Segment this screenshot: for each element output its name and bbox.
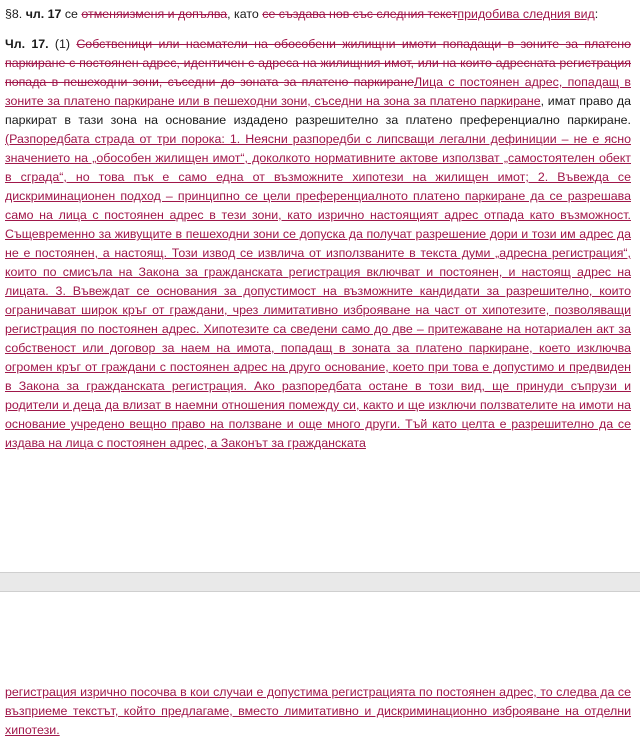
tracked-deletion: отменяизменя и допълва: [81, 7, 228, 21]
intro-text-3: :: [594, 7, 599, 21]
amendment-intro-paragraph: [5, 5, 631, 24]
tracked-deletion: Собственици или наематели на обособени жилищни имоти попадащи в зоните за платено паркиране с постоянен адрес, идентичен с адреса на жилищния имот, или на които адресната регистрация попада в пешеходни зони, съседни до зоната за платено паркиране: [5, 37, 632, 89]
tracked-insertion-comment: (Разпоредбата страда от три порока: 1. Неясни разпоредби с липсващи легални дефиниции – не е ясно значението на „обособен жилищен имот“, доколкото нормативните актове използват „самостоятелен обект в сграда“, но това пък е само една от възможните хипотези на жилищен имот; 2. Въвежда се дискриминационен подход – принципно се цели преференциалното платено паркиране да се разрешава само на лица с постоянен адрес в тези зони, като изрично настоящият адрес отпада като възможност. Същевременно за живущите в пешеходни зони се допуска да получат разрешение дори и този им адрес да не е постоянен, а настоящ. Този извод се извлича от използваните в текста думи „адресна регистрация“, които по смисъла на Закона за гражданската регистрация включват и постоянен, и настоящ адрес на лицата. 3. Въвеждат се основания за допустимост на възможните кандидати за разрешително, които ограничават широк кръг от граждани, чрез лимитативно изброяване на част от хипотезите, позволяващи регистрация по постоянен адрес. Хипотезите са сведени само до две – притежаване на нотариален акт за собственост или договор за наем на имота, попадащ в зоната за платено паркиране, което изключва огромен кръг от граждани с постоянен адрес на друго основание, което при това е допустимо и предвиден в Закона за гражданската регистрация. Ако разпоредбата остане в този вид, ще принуди съпрузи и родители и деца да влизат в наемни отношения помежду си, както и ще изключи ползвателите на имоти на основание учредено вещно право на ползване и още много други. Тъй като целта е разрешително да се издава на лица с постоянен адрес, а Законът за гражданската: [5, 132, 631, 450]
intro-text-1: се: [61, 7, 82, 21]
article-reference: чл. 17: [25, 7, 62, 21]
paragraph-number: (1): [48, 37, 77, 51]
article-heading: Чл. 17.: [5, 37, 49, 51]
tracked-insertion: придобива следния вид: [457, 7, 595, 21]
page-break-separator: [0, 572, 640, 592]
article-17-paragraph: [5, 35, 631, 453]
continued-paragraph: [5, 683, 631, 740]
tracked-deletion: се създава нов със следния текст: [262, 7, 458, 21]
tracked-insertion: регистрация изрично посочва в кои случаи е допустима регистрацията по постоянен адрес, то следва да се възприеме текстът, който предлагаме, вместо лимитативно и дискриминационно изброяване на отделни хипотези.: [5, 685, 631, 737]
tracked-insertion: Лица с постоянен адрес, попадащ в зоните за платено паркиране или в пешеходни зони, съседни на зона за платено паркиране: [5, 75, 631, 108]
article-body-text: , имат право да паркират в тази зона на основание издадено разрешително за платено преференциално паркиране.: [5, 94, 632, 127]
intro-text-2: , като: [227, 7, 263, 21]
section-number: §8.: [5, 7, 23, 21]
